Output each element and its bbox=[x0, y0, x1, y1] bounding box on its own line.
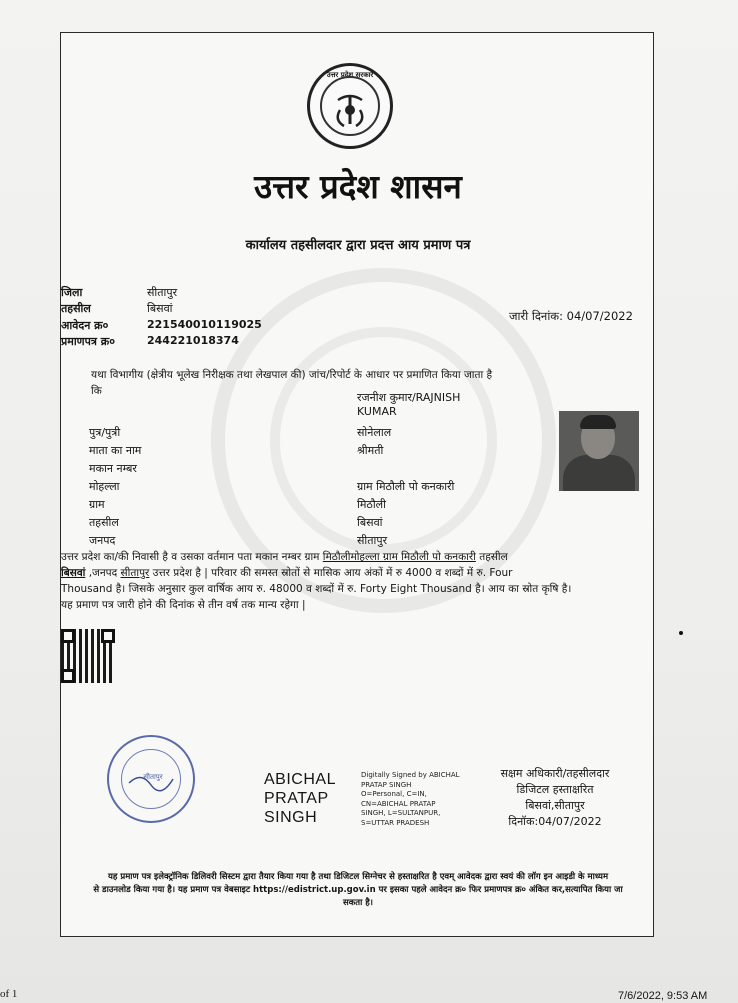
verification-footer: यह प्रमाण पत्र इलेक्ट्रॉनिक डिलिवरी सिस्टम द्वारा तैयार किया गया है तथा डिजिटल सिग्नेचर से हस्ताक्षरित है एवम् आवेदक द्वारा स्वयं की लॉग इन आइडी के माध्यम से डाउनलोड किया गया है। यह प्रमाण पत्र वेबसाइट https://edistrict.up.gov.in पर इसका पहले आवेदन क्र० फिर प्रमाणपत्र क्र० अंकित कर,सत्यापित किया जा सकता है। bbox=[93, 872, 623, 908]
digital-signature-info: Digitally Signed by ABICHAL PRATAP SINGH O=Personal, C=IN, CN=ABICHAL PRATAP SINGH, L=SULTANPUR, S=UTTAR PRADESH bbox=[361, 771, 460, 827]
tehsil-value: बिसवां bbox=[147, 302, 173, 315]
detail-tehsil-value: बिसवां bbox=[357, 516, 383, 529]
emblem-fish-bow-icon bbox=[310, 66, 390, 146]
mother-value: श्रीमती bbox=[357, 444, 384, 457]
office-seal: सीतापुर bbox=[107, 735, 195, 823]
body-line-4: यह प्रमाण पत्र जारी होने की दिनांक से तीन वर्ष तक मान्य रहेगा | bbox=[61, 599, 306, 611]
issue-date: जारी दिनांक: 04/07/2022 bbox=[509, 309, 633, 323]
certificate-no-value: 244221018374 bbox=[147, 334, 239, 347]
income-certificate bbox=[60, 32, 654, 937]
detail-tehsil-label: तहसील bbox=[89, 516, 119, 529]
locality-label: मोहल्ला bbox=[89, 480, 120, 493]
mother-label: माता का नाम bbox=[89, 444, 142, 457]
village-value: मिठौली bbox=[357, 498, 386, 511]
seal-signature-icon bbox=[107, 735, 195, 823]
print-timestamp: 7/6/2022, 9:53 AM bbox=[618, 990, 708, 1002]
detail-district-label: जनपद bbox=[89, 534, 116, 547]
father-value: सोनेलाल bbox=[357, 426, 392, 439]
scan-speck bbox=[679, 631, 683, 635]
issuing-officer: सक्षम अधिकारी/तहसीलदार डिजिटल हस्ताक्षरित बिसवां,सीतापुर दिनॉक:04/07/2022 bbox=[500, 767, 610, 828]
district-label: जिला bbox=[61, 286, 83, 299]
locality-value: ग्राम मिठौली पो कनकारी bbox=[357, 480, 455, 493]
certificate-body bbox=[61, 549, 651, 613]
tehsil-label: तहसील bbox=[61, 302, 91, 315]
qr-code bbox=[61, 629, 115, 683]
body-line-3: Thousand है। जिसके अनुसार कुल वार्षिक आय रु. 48000 व शब्दों में रु. Forty Eight Thousand है। आय का स्रोत कृषि है। bbox=[61, 583, 572, 595]
certificate-subtitle: कार्यालय तहसीलदार द्वारा प्रदत्त आय प्रमाण पत्र bbox=[245, 238, 471, 253]
signer-name: ABICHAL PRATAP SINGH bbox=[264, 771, 336, 826]
applicant-name: रजनीश कुमार/RAJNISH KUMAR bbox=[357, 391, 461, 418]
village-label: ग्राम bbox=[89, 498, 105, 511]
district-value: सीतापुर bbox=[147, 286, 178, 299]
application-no-value: 221540010119025 bbox=[147, 318, 262, 331]
detail-district-value: सीतापुर bbox=[357, 534, 388, 547]
father-label: पुत्र/पुत्री bbox=[89, 426, 121, 439]
page-title: उत्तर प्रदेश शासन bbox=[254, 167, 462, 206]
applicant-photo bbox=[559, 411, 639, 491]
house-label: मकान नम्बर bbox=[89, 462, 137, 475]
print-page-number: of 1 bbox=[0, 988, 18, 1000]
up-government-emblem: उत्तर प्रदेश सरकार bbox=[307, 63, 393, 149]
certificate-no-label: प्रमाणपत्र क्र० bbox=[61, 335, 115, 348]
body-line-2: बिसवां ,जनपद सीतापुर उत्तर प्रदेश है | परिवार की समस्त स्रोतों से मासिक आय अंकों में रु 4000 व शब्दों में रु. Four bbox=[61, 567, 513, 579]
application-no-label: आवेदन क्र० bbox=[61, 319, 109, 332]
certify-statement: यथा विभागीय (क्षेत्रीय भूलेख निरीक्षक तथा लेखपाल की) जांच/रिपोर्ट के आधार पर प्रमाणित किया जाता है कि bbox=[91, 369, 493, 397]
body-line-1: उत्तर प्रदेश का/की निवासी है व उसका वर्तमान पता मकान नम्बर ग्राम मिठौलीमोहल्ला ग्राम मिठौली पो कनकारी तहसील bbox=[61, 551, 508, 563]
